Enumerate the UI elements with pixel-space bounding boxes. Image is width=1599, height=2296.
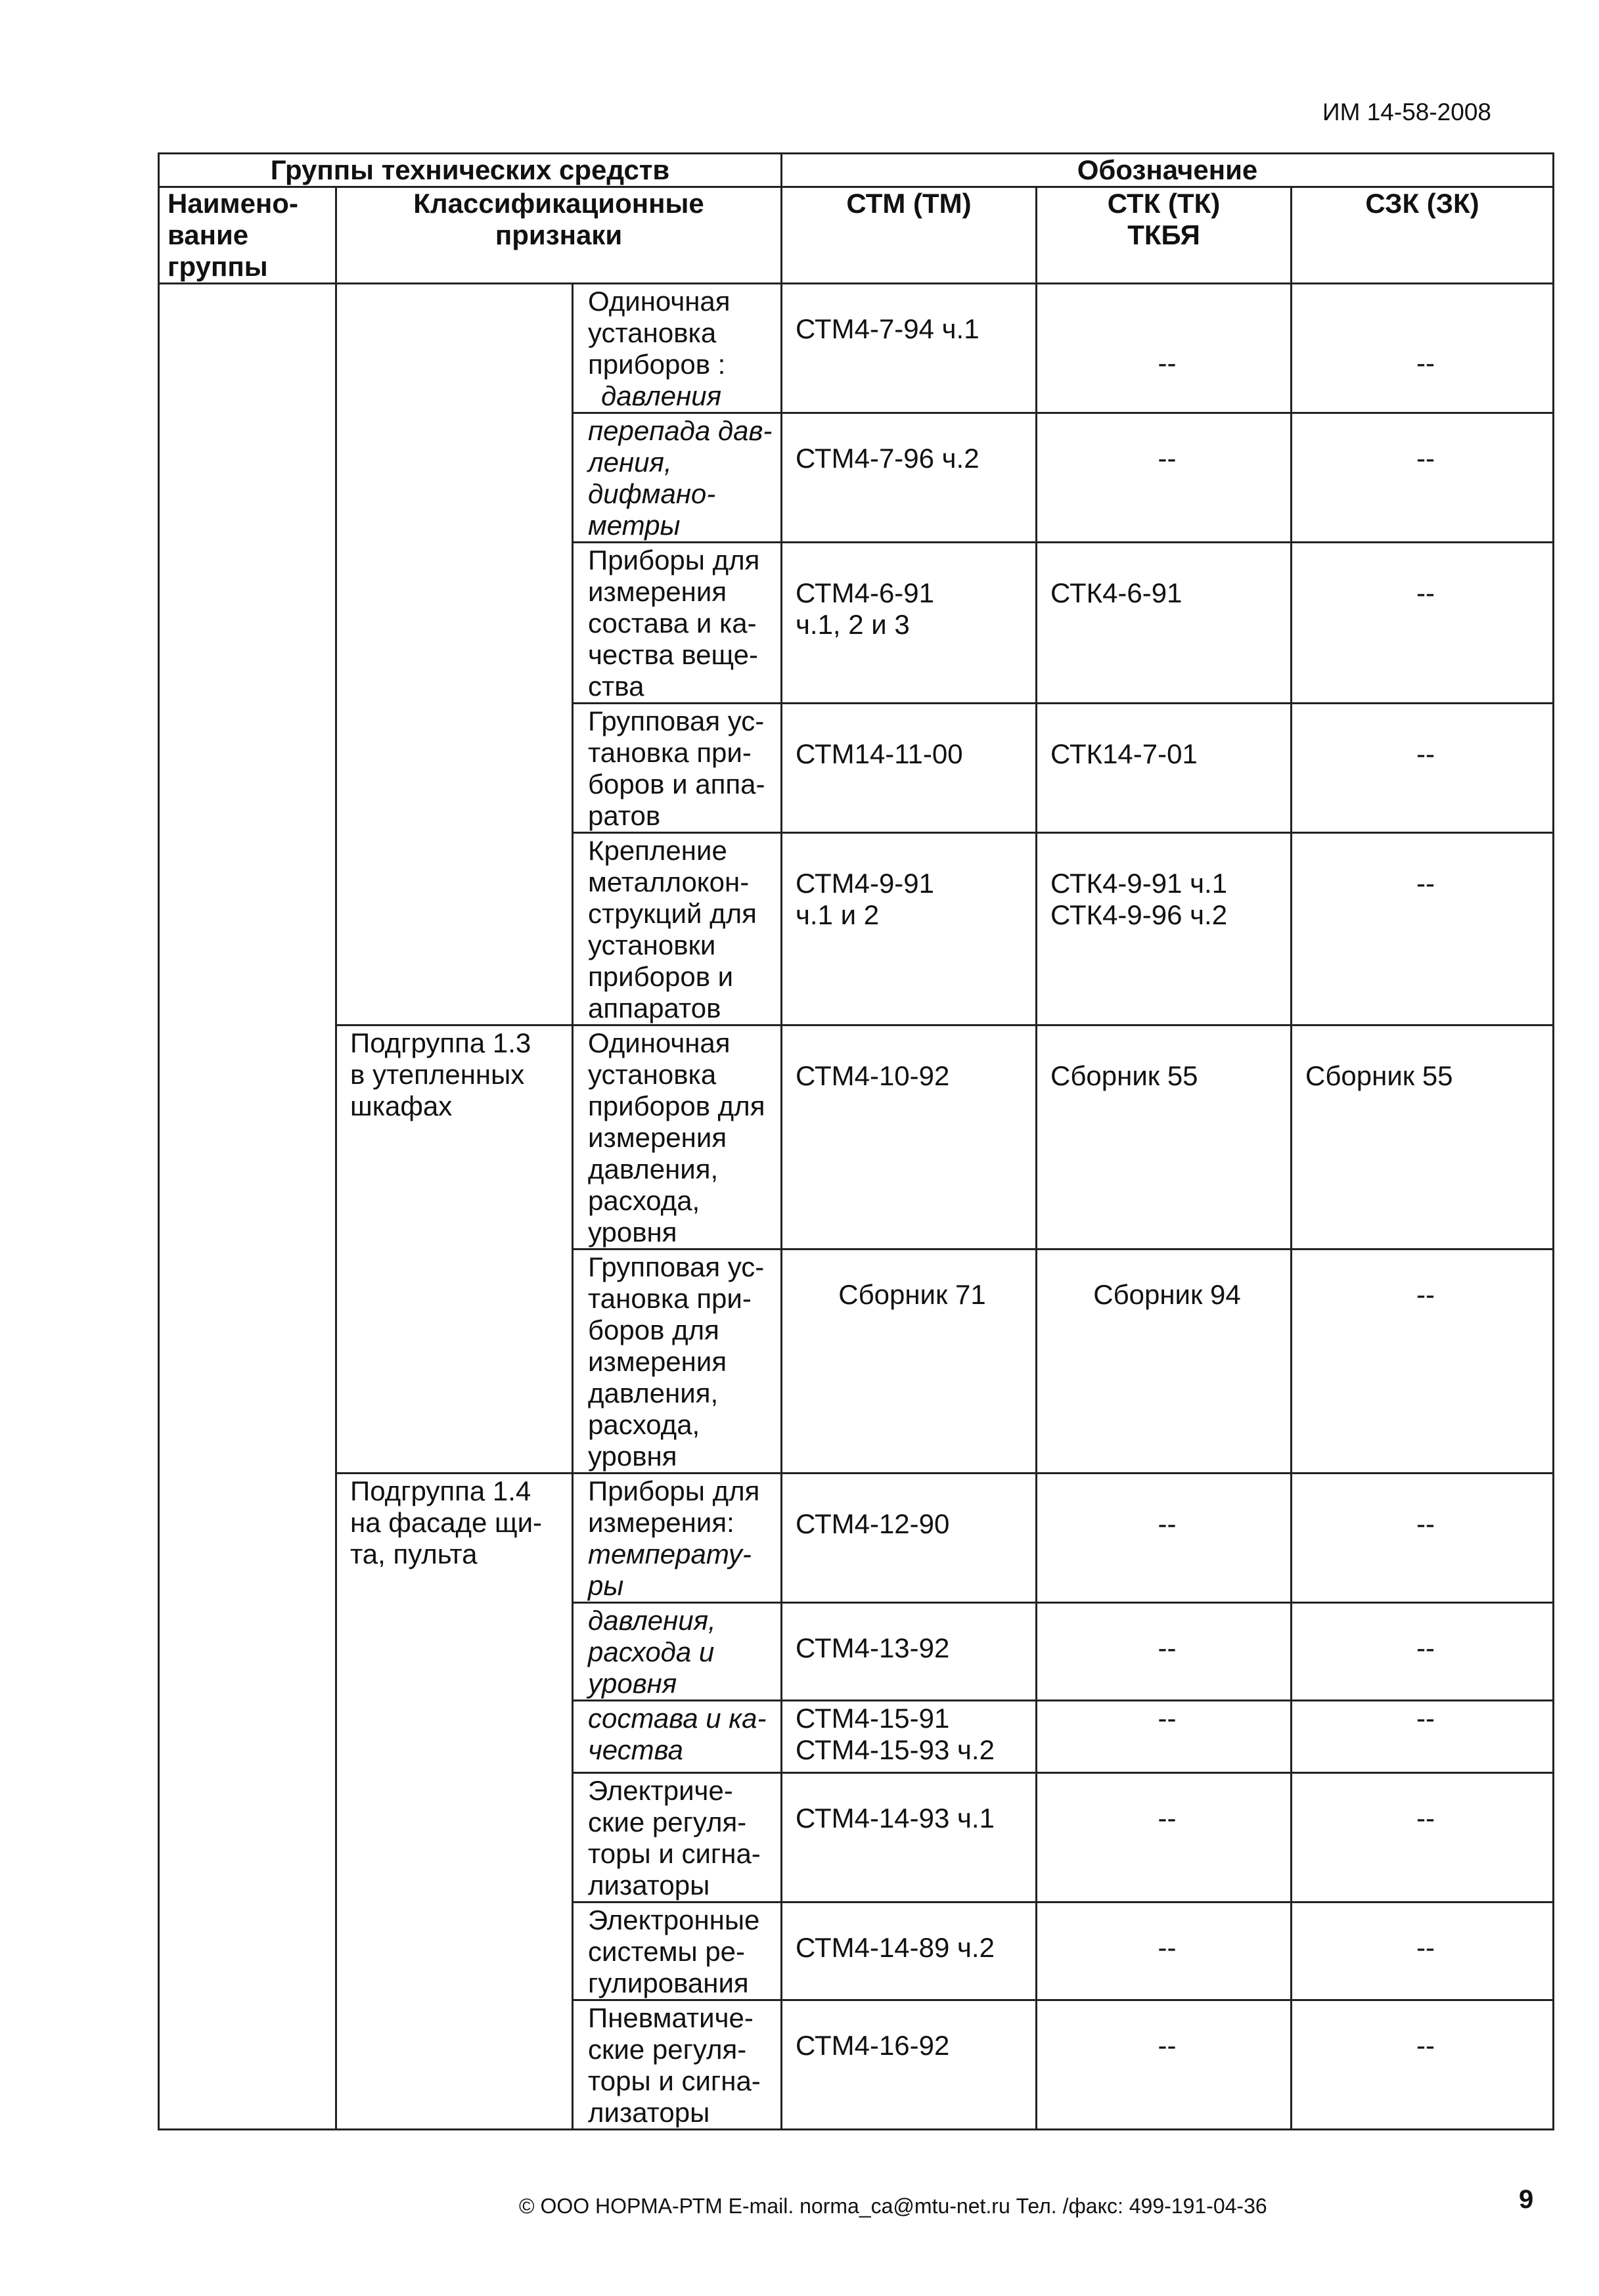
header-stm: СТМ (ТМ)	[782, 187, 1037, 284]
header-row-1	[159, 154, 1554, 187]
feature-cell: Приборы для измерения состава и ка- чества веще- ства	[573, 543, 782, 704]
stm-cell: СТМ4-14-93 ч.1	[782, 1773, 1037, 1902]
stm-cell: СТМ4-16-92	[782, 2000, 1037, 2130]
table-row	[159, 1025, 1554, 1249]
feature-cell: Групповая ус- тановка при- боров для измерения давления, расхода, уровня	[573, 1249, 782, 1474]
stk-cell: СТК4-6-91	[1037, 543, 1292, 704]
table-row	[159, 284, 1554, 413]
header-groups: Группы технических средств	[159, 154, 782, 187]
stk-cell: Сборник 94	[1037, 1249, 1292, 1474]
stm-cell: Сборник 71	[782, 1249, 1037, 1474]
stm-cell: СТМ4-7-94 ч.1	[782, 284, 1037, 413]
feature-cell: Электриче- ские регуля- торы и сигна- лизаторы	[573, 1773, 782, 1902]
szk-cell: --	[1292, 413, 1554, 543]
szk-cell: --	[1292, 1701, 1554, 1773]
header-stk: СТК (ТК) ТКБЯ	[1037, 187, 1292, 284]
page-number: 9	[1519, 2185, 1534, 2214]
szk-cell: --	[1292, 2000, 1554, 2130]
stk-cell: --	[1037, 1474, 1292, 1603]
header-szk: СЗК (ЗК)	[1292, 187, 1554, 284]
feature-cell: Групповая ус- тановка при- боров и аппа- ратов	[573, 704, 782, 833]
szk-cell: --	[1292, 1474, 1554, 1603]
feature-cell: перепада дав- ления, дифмано- метры	[573, 413, 782, 543]
feature-cell: давления, расхода и уровня	[573, 1603, 782, 1701]
feature-cell: Приборы для измерения: температу- ры	[573, 1474, 782, 1603]
szk-cell: --	[1292, 833, 1554, 1025]
stk-cell: --	[1037, 413, 1292, 543]
stm-cell: СТМ4-13-92	[782, 1603, 1037, 1701]
stk-cell: --	[1037, 284, 1292, 413]
szk-cell: --	[1292, 543, 1554, 704]
feature-cell: Одиночная установка приборов для измерения давления, расхода, уровня	[573, 1025, 782, 1249]
szk-cell: --	[1292, 1249, 1554, 1474]
stm-cell: СТМ4-14-89 ч.2	[782, 1902, 1037, 2000]
group-name-cell	[159, 284, 336, 2130]
feature-cell: состава и ка- чества	[573, 1701, 782, 1773]
szk-cell: --	[1292, 1902, 1554, 2000]
feature-cell: Пневматиче- ские регуля- торы и сигна- лизаторы	[573, 2000, 782, 2130]
szk-cell: --	[1292, 1773, 1554, 1902]
szk-cell: --	[1292, 704, 1554, 833]
stk-cell: --	[1037, 1773, 1292, 1902]
table-row	[159, 1474, 1554, 1603]
subgroup-1-3: Подгруппа 1.3 в утепленных шкафах	[336, 1025, 573, 1474]
stm-cell: СТМ4-6-91 ч.1, 2 и 3	[782, 543, 1037, 704]
header-designation: Обозначение	[782, 154, 1554, 187]
szk-cell: Сборник 55	[1292, 1025, 1554, 1249]
technical-means-table	[158, 152, 1554, 2130]
stk-cell: --	[1037, 1603, 1292, 1701]
header-group-name: Наимено- вание группы	[159, 187, 336, 284]
stm-cell: СТМ4-7-96 ч.2	[782, 413, 1037, 543]
feature-cell: Электронные системы ре- гулирования	[573, 1902, 782, 2000]
stm-cell: СТМ4-15-91 СТМ4-15-93 ч.2	[782, 1701, 1037, 1773]
document-number: ИМ 14-58-2008	[1322, 99, 1491, 125]
stm-cell: СТМ4-9-91 ч.1 и 2	[782, 833, 1037, 1025]
header-classification: Классификационные признаки	[336, 187, 782, 284]
footer-copyright: © ООО НОРМА-РТМ E-mail. norma_ca@mtu-net.ru Тел. /факс: 499-191-04-36	[519, 2194, 1267, 2218]
feature-cell: Крепление металлокон- струкций для установки приборов и аппаратов	[573, 833, 782, 1025]
stk-cell: --	[1037, 1902, 1292, 2000]
szk-cell: --	[1292, 284, 1554, 413]
stm-cell: СТМ4-12-90	[782, 1474, 1037, 1603]
subgroup-cell-empty	[336, 284, 573, 1025]
stk-cell: СТК4-9-91 ч.1 СТК4-9-96 ч.2	[1037, 833, 1292, 1025]
stk-cell: --	[1037, 1701, 1292, 1773]
stm-cell: СТМ4-10-92	[782, 1025, 1037, 1249]
subgroup-1-4: Подгруппа 1.4 на фасаде щи- та, пульта	[336, 1474, 573, 2130]
stk-cell: СТК14-7-01	[1037, 704, 1292, 833]
szk-cell: --	[1292, 1603, 1554, 1701]
stm-cell: СТМ14-11-00	[782, 704, 1037, 833]
feature-cell: Одиночная установка приборов : давления	[573, 284, 782, 413]
header-row-2	[159, 187, 1554, 284]
stk-cell: Сборник 55	[1037, 1025, 1292, 1249]
stk-cell: --	[1037, 2000, 1292, 2130]
